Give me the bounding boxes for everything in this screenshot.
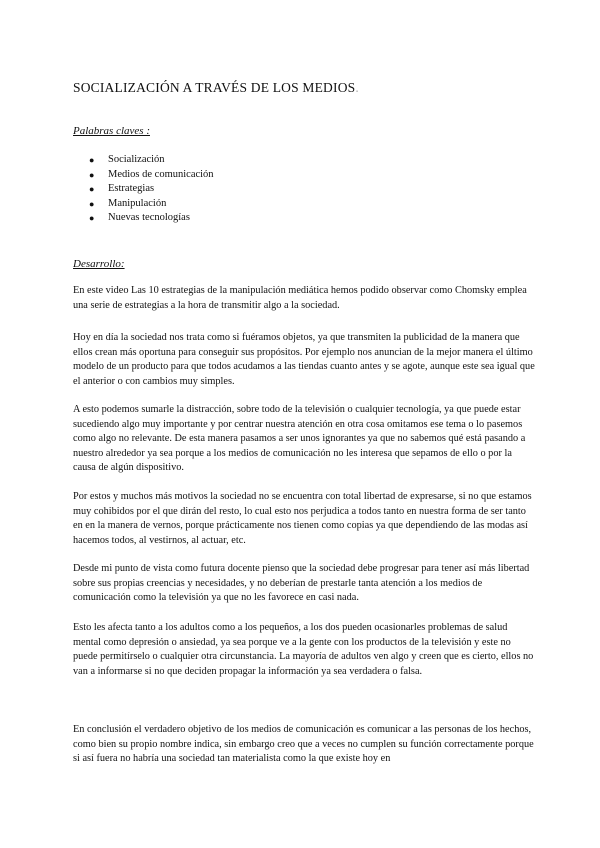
bullet-icon: ● xyxy=(89,155,95,165)
paragraph: Hoy en día la sociedad nos trata como si fuéramos objetos, ya que transmiten la publicidad de la manera que ellos crean más oportuna para conseguir sus propósitos. Por ejemplo nos anuncian de la mejor manera el último modelo de un producto para que todos acudamos a las tiendas cuanto antes y se agote, aunque este sea igual que el anterior o con cambios muy simples. xyxy=(73,332,535,387)
development-heading: Desarrollo: xyxy=(73,258,125,270)
paragraph: En este video Las 10 estrategias de la manipulación mediática hemos podido observar como Chomsky emplea una serie de estrategias a la hora de transmitir algo a la sociedad. xyxy=(73,285,527,311)
paragraph: En conclusión el verdadero objetivo de los medios de comunicación es comunicar a las personas de los hechos, como bien su propio nombre indica, sin embargo creo que a veces no cumplen su función correctamente porque si así fuera no habría una sociedad tan materialista como la que existe hoy en xyxy=(73,724,534,765)
bullet-icon: ● xyxy=(89,198,95,209)
keywords-heading: Palabras claves : xyxy=(73,125,150,137)
bullet-icon: ● xyxy=(89,213,95,223)
page-title xyxy=(73,80,359,96)
list-item xyxy=(89,168,214,183)
list-item xyxy=(89,211,214,226)
keyword-label: Medios de comunicación xyxy=(108,168,214,180)
keyword-label: Nuevas tecnologías xyxy=(108,212,190,223)
bullet-icon: ● xyxy=(89,169,95,180)
keyword-label: Estrategias xyxy=(108,183,155,194)
list-item xyxy=(89,153,214,168)
paragraph: Por estos y muchos más motivos la sociedad no se encuentra con total libertad de expresarse, si no que estamos muy cohibidos por el que dirán del resto, lo cual esto nos perjudica a todos tanto en nuestra forma de ser tanto en en la manera de vernos, porque prácticamente nos tienen como copias ya que dependiendo de las modas así hacemos todos, al vestirnos, al actuar, etc. xyxy=(73,491,532,546)
list-item xyxy=(89,182,214,197)
paragraph: Desde mi punto de vista como futura docente pienso que la sociedad debe progresar para tener así más libertad sobre sus propias creencias y necesidades, y no deberían de prestarle tanta atención a los medios de comunicación como la televisión ya que no les favorece en casi nada. xyxy=(73,563,530,604)
keyword-label: Socialización xyxy=(108,154,165,165)
keyword-label: Manipulación xyxy=(108,197,167,209)
paragraph: Esto les afecta tanto a los adultos como a los pequeños, a los dos pueden ocasionarles problemas de salud mental como depresión o ansiedad, ya sea porque ve a la gente con los productos de la televisión y este no puede permitírselo o cualquier otra circunstancia. La mayoría de adultos ven algo y creen que es cierto, ellos no van a informarse si no que deciden propagar la información ya sea verdadera o falsa. xyxy=(73,622,534,677)
bullet-icon: ● xyxy=(89,184,95,194)
title-trailing-dot: . xyxy=(355,80,359,95)
title-text: SOCIALIZACIÓN A TRAVÉS DE LOS MEDIOS xyxy=(73,80,356,95)
keywords-list xyxy=(89,153,214,226)
list-item xyxy=(89,197,214,212)
paragraph: A esto podemos sumarle la distracción, sobre todo de la televisión o cualquier tecnología, ya que puede estar sucediendo algo muy importante y por centrar nuestra atención en otra cosa omitamos ese tema o lo pasemos como algo no relevante. De esta manera pasamos a ser unos ignorantes ya que no sabemos qué está pasando a nuestro alrededor ya sea porque a los medios de comunicación no les interesa que sepamos de ello o por la causa de algún dispositivo. xyxy=(73,404,526,474)
